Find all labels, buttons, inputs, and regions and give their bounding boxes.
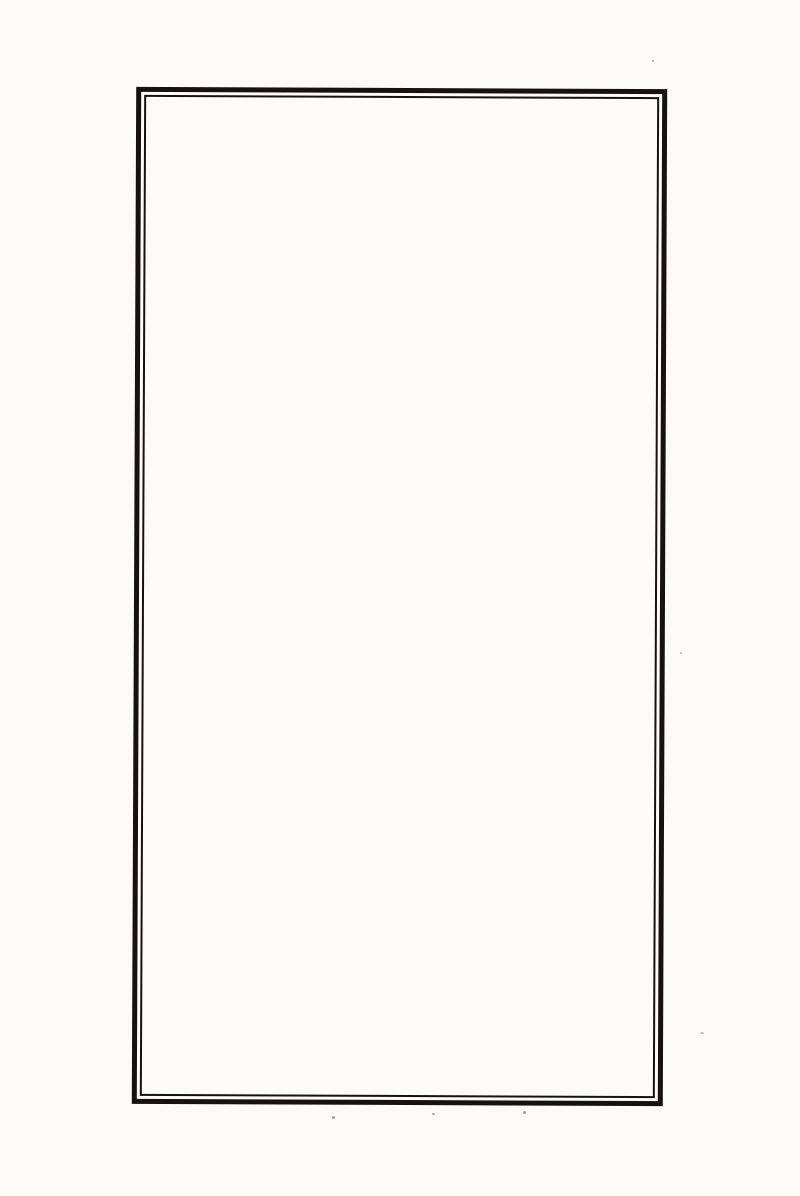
page-border-frame bbox=[132, 87, 667, 1106]
scan-speck bbox=[680, 652, 682, 654]
prose-block-top bbox=[155, 101, 648, 103]
scan-speck bbox=[432, 1113, 435, 1115]
scan-speck bbox=[700, 1032, 704, 1034]
scan-speck bbox=[523, 1111, 526, 1114]
text-block bbox=[140, 95, 659, 1098]
poetry-block bbox=[155, 101, 648, 103]
scan-speck bbox=[332, 1116, 335, 1119]
prose-block-bottom bbox=[155, 101, 648, 103]
scan-speck bbox=[652, 60, 654, 62]
